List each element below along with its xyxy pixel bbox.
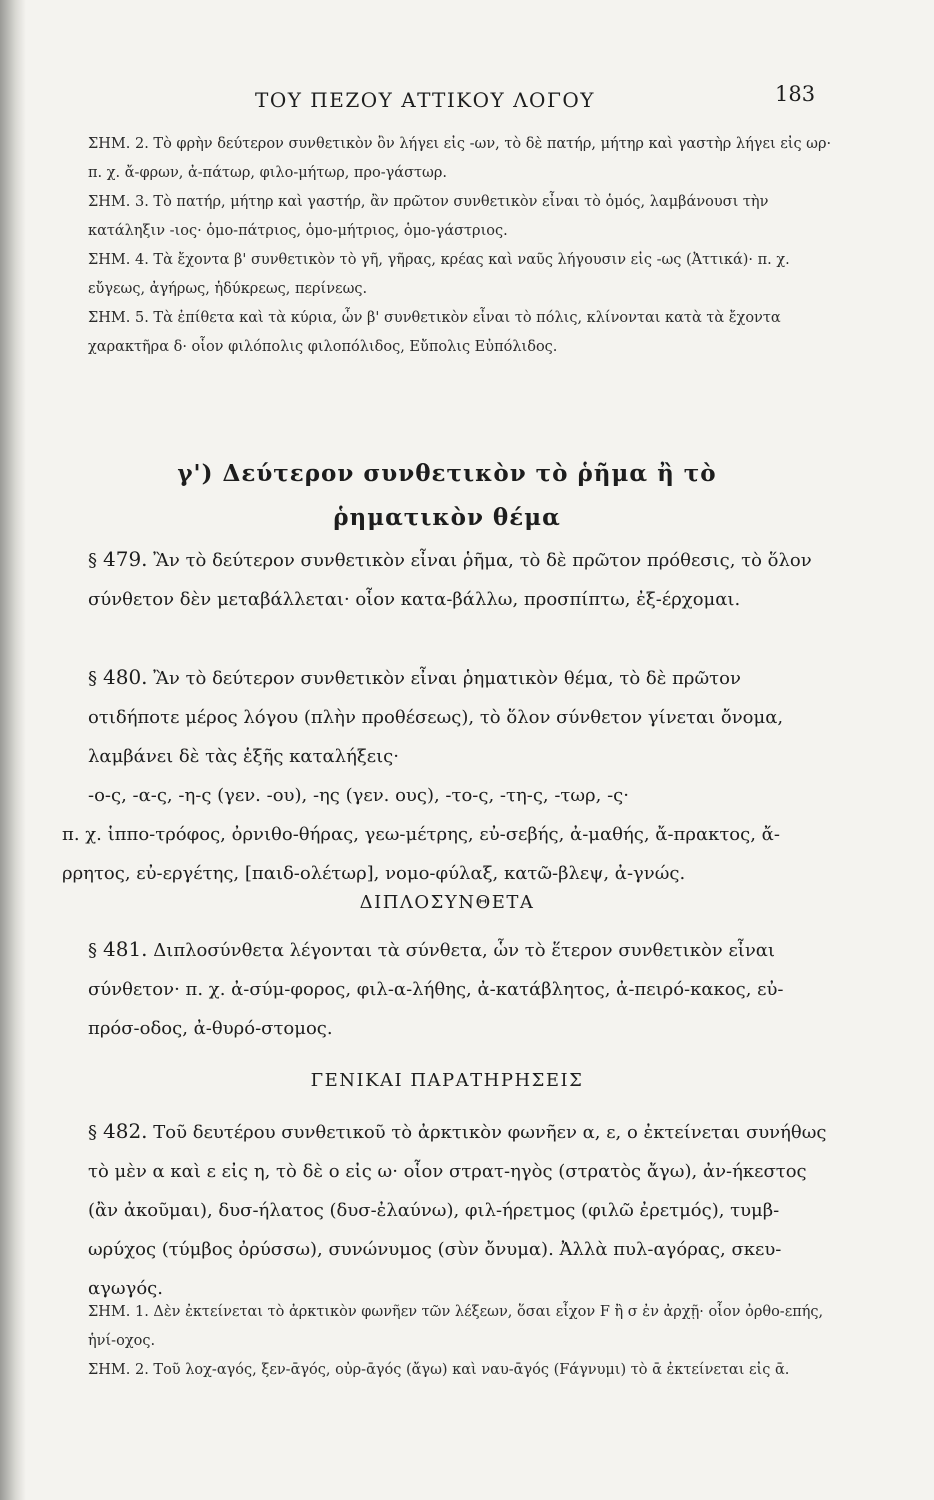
section-mark: § <box>88 1122 97 1143</box>
paragraph-text: Ἂν τὸ δεύτερον συνθετικὸν εἶναι ῥηματικὸν θέμα, τὸ δὲ πρῶτον οτιδήποτε μέρος λόγου (πλὴν προθέσεως), τὸ ὅλον σύνθετον γίνεται ὄνομα, λαμβάνει δὲ τὰς ἑξῆς καταλήξεις· <box>88 668 784 767</box>
endings-line: -ο-ς, -α-ς, -η-ς (γεν. -ου), -ης (γεν. ους), -το-ς, -τη-ς, -τωρ, -ς· <box>88 785 629 806</box>
paragraph-number: 480. <box>103 665 148 689</box>
paragraph-number: 481. <box>103 937 148 961</box>
note-5: ΣΗΜ. 5. Τὰ ἐπίθετα καὶ τὰ κύρια, ὧν β' συνθετικὸν εἶναι τὸ πόλις, κλίνονται κατὰ τὰ ἔχοντα χαρακτῆρα δ· οἷον φιλόπολις φιλοπόλιδος, Εὔπολις Εὐπόλιδος. <box>88 310 781 355</box>
paragraph-479 <box>62 540 832 619</box>
examples-text: π. χ. ἱππο-τρόφος, ὀρνιθο-θήρας, γεω-μέτρης, εὐ-σεβής, ἀ-μαθής, ἄ-πρακτος, ἄ-ρρητος, εὐ-εργέτης, [παιδ-ολέτωρ], νομο-φύλαξ, κατῶ-βλεψ, ἀ-γνώς. <box>62 824 780 884</box>
paragraph-481 <box>62 930 832 1048</box>
paragraph-text: Ἂν τὸ δεύτερον συνθετικὸν εἶναι ῥῆμα, τὸ δὲ πρῶτον πρόθεσις, τὸ ὅλον σύνθετον δὲν μεταβάλλεται· οἷον κατα-βάλλω, προσπίπτω, ἐξ-έρχομαι. <box>88 550 812 610</box>
note-2: ΣΗΜ. 2. Τὸ φρὴν δεύτερον συνθετικὸν ὂν λήγει εἰς -ων, τὸ δὲ πατήρ, μήτηρ καὶ γαστὴρ λήγει εἰς ωρ· π. χ. ἄ-φρων, ἀ-πάτωρ, φιλο-μήτωρ, προ-γάστωρ. <box>88 136 832 181</box>
heading-genikai: ΓΕΝΙΚΑΙ ΠΑΡΑΤΗΡΗΣΕΙΣ <box>310 1070 584 1091</box>
note-1: ΣΗΜ. 1. Δὲν ἐκτείνεται τὸ ἀρκτικὸν φωνῆεν τῶν λέξεων, ὅσαι εἶχον F ἢ σ ἐν ἀρχῇ· οἷον ὀρθο-επής, ἡνί-οχος. <box>88 1304 824 1349</box>
paragraph-number: 479. <box>103 547 148 571</box>
note-3: ΣΗΜ. 3. Τὸ πατήρ, μήτηρ καὶ γαστήρ, ἂν πρῶτον συνθετικὸν εἶναι τὸ ὁμός, λαμβάνουσι τὴν κατάληξιν -ιος· ὁμο-πάτριος, ὁμο-μήτριος, ὁμο-γάστριος. <box>88 194 769 239</box>
section-mark: § <box>88 940 97 961</box>
notes-bottom <box>62 1298 832 1385</box>
paragraph-text: Διπλοσύνθετα λέγονται τὰ σύνθετα, ὧν τὸ ἕτερον συνθετικὸν εἶναι σύνθετον· π. χ. ἀ-σύμ-φορος, φιλ-α-λήθης, ἀ-κατάβλητος, ἀ-πειρό-κακος, εὐ-πρόσ-οδος, ἀ-θυρό-στομος. <box>88 940 784 1039</box>
section-mark: § <box>88 668 97 689</box>
heading-diplosyntheta: ΔΙΠΛΟΣΥΝΘΕΤΑ <box>359 892 535 913</box>
binding-shadow <box>0 0 26 1500</box>
page-number: 183 <box>775 82 816 106</box>
paragraph-number: 482. <box>103 1119 148 1143</box>
paragraph-text: Τοῦ δευτέρου συνθετικοῦ τὸ ἀρκτικὸν φωνῆεν α, ε, ο ἐκτείνεται συνήθως τὸ μὲν α καὶ ε εἰς η, τὸ δὲ ο εἰς ω· οἷον στρατ-ηγὸς (στρατὸς ἄγω), ἀν-ήκεστος (ἂν ἀκοῦμαι), δυσ-ήλατος (δυσ-ἐλαύνω), φιλ-ήρετμος (φιλῶ ἐρετμός), τυμβ-ωρύχος (τύμβος ὀρύσσω), συνώνυμος (σὺν ὄνυμα). Ἀλλὰ πυλ-αγόρας, σκευ-αγωγός. <box>88 1122 827 1299</box>
section-gamma-title <box>62 452 832 540</box>
running-title: ΤΟΥ ΠΕΖΟΥ ΑΤΤΙΚΟΥ ΛΟΓΟΥ <box>255 88 595 112</box>
note-2-bottom: ΣΗΜ. 2. Τοῦ λοχ-αγός, ξεν-ᾱγός, οὐρ-ᾱγός (ἄγω) καὶ ναυ-ᾱγός (Fάγνυμι) τὸ ᾱ ἐκτείνεται εἰς ᾱ. <box>88 1362 790 1378</box>
paragraph-482 <box>62 1112 832 1308</box>
section-title-line-1: γ') Δεύτερον συνθετικὸν τὸ ῥῆμα ἢ τὸ <box>177 460 717 487</box>
section-mark: § <box>88 550 97 571</box>
section-title-line-2: ῥηματικὸν θέμα <box>333 504 561 531</box>
note-4: ΣΗΜ. 4. Τὰ ἔχοντα β' συνθετικὸν τὸ γῆ, γῆρας, κρέας καὶ ναῦς λήγουσιν εἰς -ως (Ἀττικά)· π. χ. εὔγεως, ἀγήρως, ἡδύκρεως, περίνεως. <box>88 252 790 297</box>
notes-top <box>62 130 832 362</box>
paragraph-480 <box>62 658 832 893</box>
